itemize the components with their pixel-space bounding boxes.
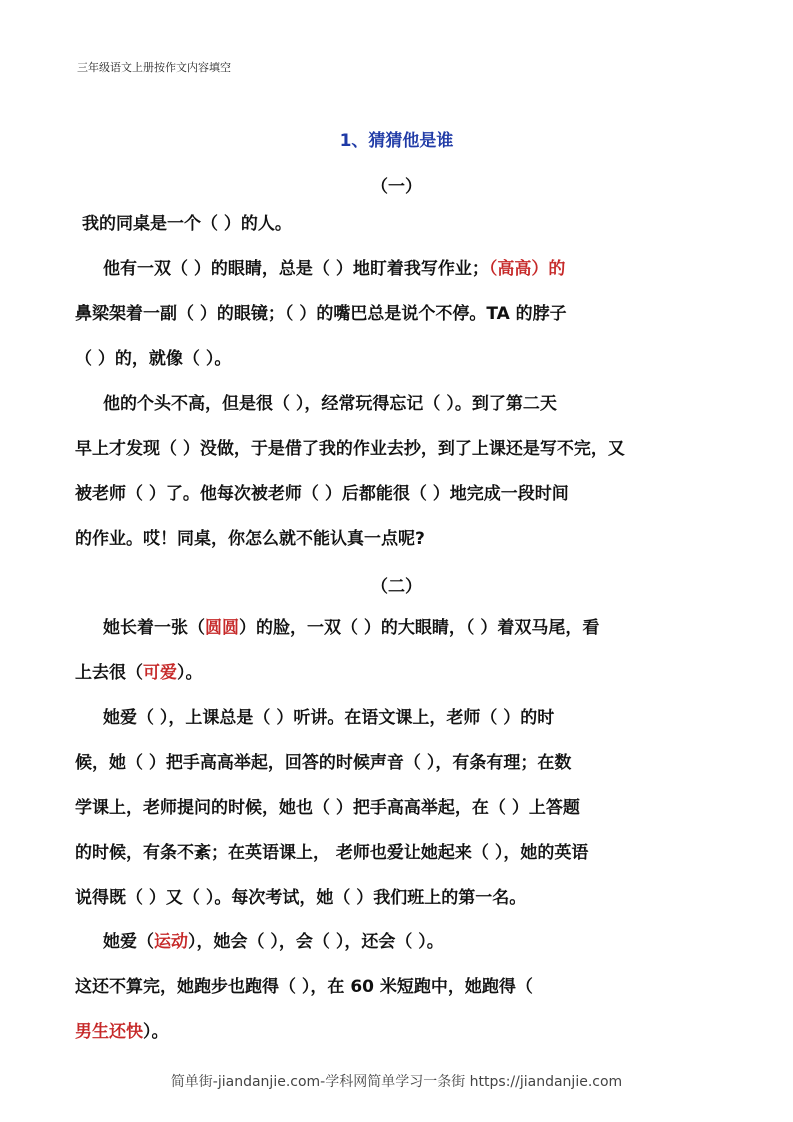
paragraph-line: （ ）的，就像（ ）。 [75, 349, 232, 369]
paragraph-4 [75, 606, 720, 696]
paragraph-line: 我的同桌是一个（ ）的人。 [82, 214, 292, 234]
paragraph-line: 被老师（ ）了。他每次被老师（ ）后都能很（ ）地完成一段时间 [75, 484, 569, 504]
essay-title: 1、猜猜他是谁 [339, 131, 454, 151]
paragraph-line: 的作业。哎！同桌，你怎么就不能认真一点呢? [75, 529, 425, 549]
paragraph-line: 他的个头不高，但是很（ ），经常玩得忘记（ ）。到了第二天 [103, 394, 557, 414]
paragraph-line: 鼻梁架着一副（ ）的眼镜；（ ）的嘴巴总是说个不停。TA 的脖子 [75, 304, 567, 324]
answer-fill: 运动 [154, 932, 188, 952]
answer-fill: （高高）的 [488, 259, 566, 279]
answer-fill: 可爱 [143, 663, 177, 683]
paragraph-line: 说得既（ ）又（ ）。每次考试，她（ ）我们班上的第一名。 [75, 888, 527, 908]
paragraph-6 [75, 920, 720, 1055]
answer-fill: 男生还快 [75, 1022, 143, 1042]
paragraph-2 [75, 247, 720, 382]
paragraph-line: 这还不算完，她跑步也跑得（ ），在 60 米短跑中，她跑得（ [75, 977, 533, 997]
paragraph-line: 她爱（ ），上课总是（ ）听讲。在语文课上，老师（ ）的时 [103, 708, 555, 728]
paragraph-line: 候，她（ ）把手高高举起，回答的时候声音（ ），有条有理；在数 [75, 753, 572, 773]
section-heading-1: （一） [371, 177, 422, 197]
paragraph-3 [75, 382, 720, 562]
page-footer: 简单街-jiandanjie.com-学科网简单学习一条街 https://jiandanjie.com [170, 1074, 623, 1090]
page-header: 三年级语文上册按作文内容填空 [77, 61, 231, 74]
paragraph-line: 男生还快）。 [75, 1022, 169, 1042]
section-heading-2: （二） [371, 577, 422, 597]
paragraph-line: 她长着一张（圆圆）的脸，一双（ ）的大眼睛，（ ）着双马尾，看 [103, 618, 600, 638]
paragraph-5 [75, 696, 720, 921]
paragraph-line: 上去很（可爱）。 [75, 663, 203, 683]
paragraph-line: 早上才发现（ ）没做，于是借了我的作业去抄，到了上课还是写不完，又 [75, 439, 625, 459]
paragraph-line: 他有一双（ ）的眼睛，总是（ ）地盯着我写作业；（高高）的 [103, 259, 566, 279]
answer-fill: 圆圆 [205, 618, 239, 638]
paragraph-line: 她爱（运动），她会（ ），会（ ），还会（ ）。 [103, 932, 444, 952]
paragraph-line: 学课上，老师提问的时候，她也（ ）把手高高举起，在（ ）上答题 [75, 798, 580, 818]
paragraph-1 [82, 202, 727, 247]
paragraph-line: 的时候，有条不紊；在英语课上， 老师也爱让她起来（ ），她的英语 [75, 843, 589, 863]
